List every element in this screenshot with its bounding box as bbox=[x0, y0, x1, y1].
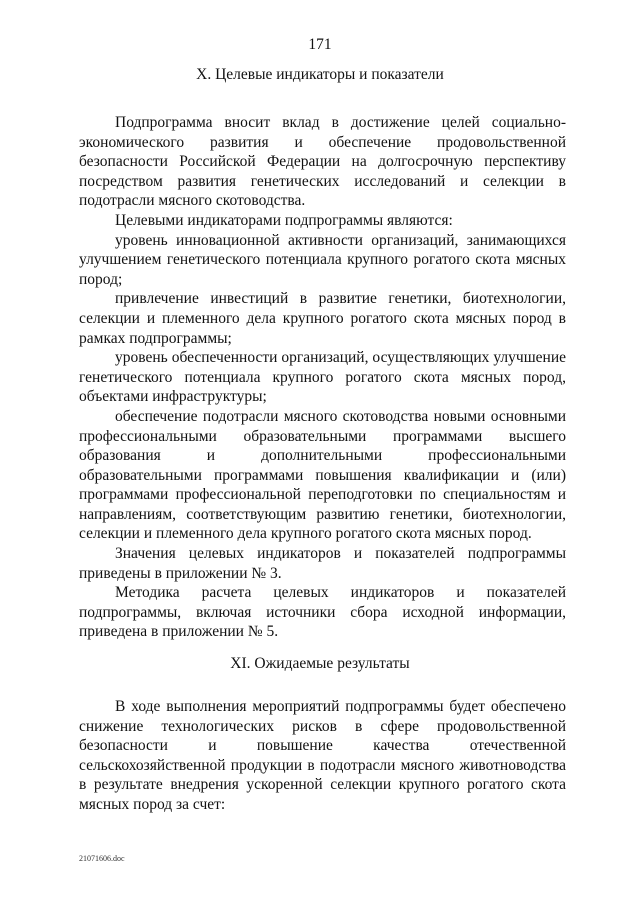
paragraph: Методика расчета целевых индикаторов и показателей подпрограммы, включая источники сбора исходной информации, приведена в приложении № 5. bbox=[79, 584, 566, 641]
paragraph: Значения целевых индикаторов и показателей подпрограммы приведены в приложении № 3. bbox=[79, 545, 566, 582]
section-xi-heading: XI. Ожидаемые результаты bbox=[230, 655, 410, 672]
list-item: уровень обеспеченности организаций, осуществляющих улучшение генетического потенциала крупного рогатого скота мясных пород, объектами инфраструктуры; bbox=[79, 349, 566, 406]
document-filename: 21071606.doc bbox=[79, 854, 125, 863]
paragraph: Подпрограмма вносит вклад в достижение целей социально-экономического развития и обеспечение продовольственной безопасности Российской Федерации на долгосрочную перспективу посредством развития генетических исследований и селекции в подотрасли мясного скотоводства. bbox=[79, 114, 566, 210]
paragraph: В ходе выполнения мероприятий подпрограммы будет обеспечено снижение технологических рисков в сфере продовольственной безопасности и повышение качества отечественной сельскохозяйственной продукции в подотрасли мясного животноводства в результате внедрения ускоренной селекции крупного рогатого скота мясных пород за счет: bbox=[79, 698, 566, 813]
section-xi-body bbox=[79, 697, 566, 815]
paragraph: Целевыми индикаторами подпрограммы являются: bbox=[115, 211, 453, 229]
list-item: привлечение инвестиций в развитие генетики, биотехнологии, селекции и племенного дела крупного рогатого скота мясных пород в рамках подпрограммы; bbox=[79, 290, 566, 347]
section-x-heading: X. Целевые индикаторы и показатели bbox=[196, 66, 444, 83]
list-item: обеспечение подотрасли мясного скотоводства новыми основными профессиональными образовательными программами высшего образования и дополнительными профессиональными образовательными программами повышения квалификации и (или) программами профессиональной переподготовки по специальностям и направлениям, соответствующим развитию генетики, биотехнологии, селекции и племенного дела крупного рогатого скота мясных пород. bbox=[79, 407, 566, 543]
list-item: уровень инновационной активности организаций, занимающихся улучшением генетического потенциала крупного рогатого скота мясных пород; bbox=[79, 231, 566, 288]
section-x-body bbox=[79, 113, 566, 642]
page-number: 171 bbox=[308, 36, 332, 53]
